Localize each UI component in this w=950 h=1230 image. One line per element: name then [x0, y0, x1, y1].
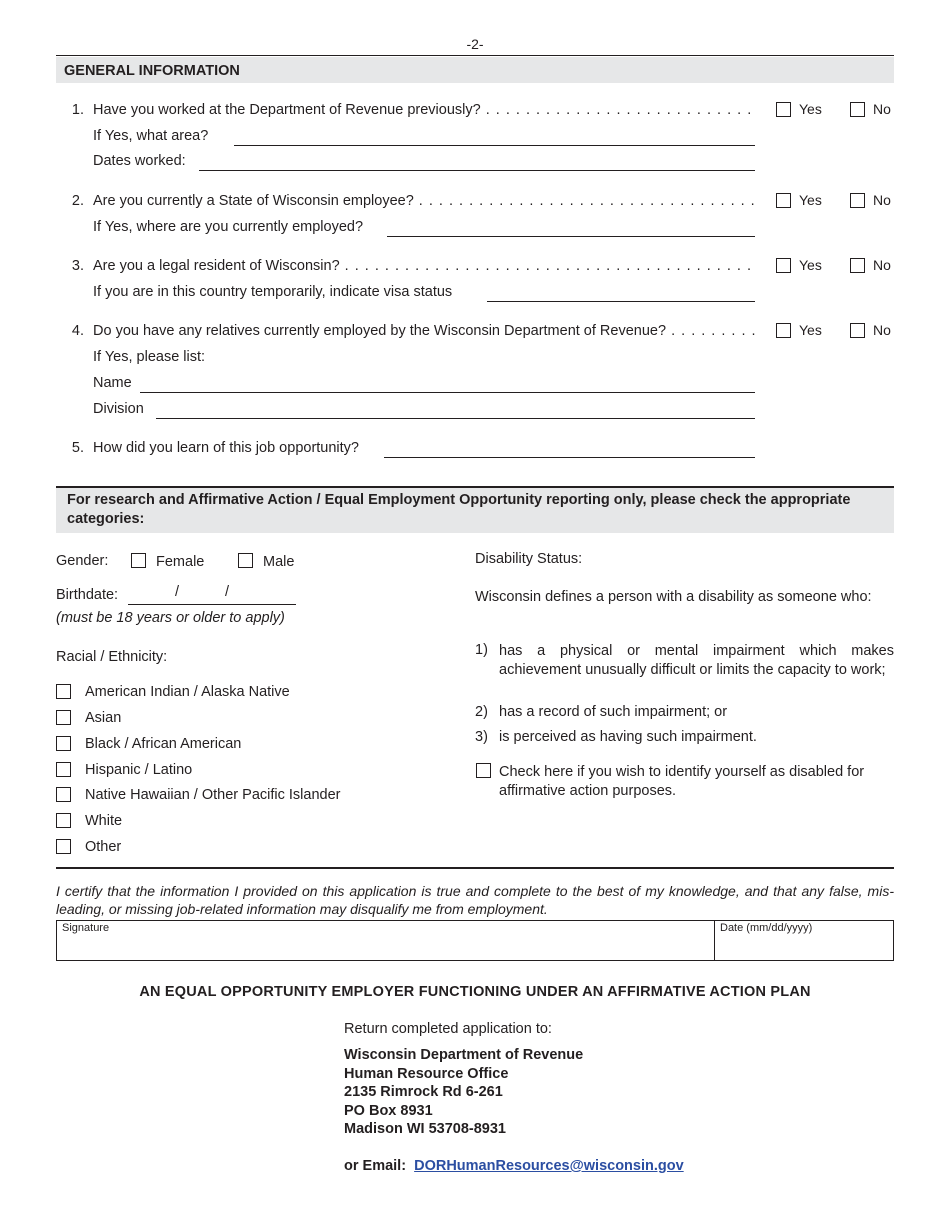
q2-yes-label: Yes — [799, 192, 822, 208]
q4-division-label: Division — [93, 401, 144, 417]
q4-number: 4. — [71, 323, 84, 339]
general-information-header — [56, 57, 894, 83]
top-rule — [56, 55, 894, 56]
mailing-address — [344, 1046, 583, 1139]
q3-number: 3. — [71, 258, 84, 274]
q3-no-checkbox[interactable] — [850, 258, 865, 273]
q3-no-label: No — [873, 257, 891, 273]
race-checkbox-hispanic[interactable] — [56, 762, 71, 777]
address-line: Wisconsin Department of Revenue — [344, 1047, 584, 1063]
race-checkbox-white[interactable] — [56, 813, 71, 828]
q3-visa-label: If you are in this country temporarily, indicate visa status — [93, 284, 453, 300]
disability-definition: Wisconsin defines a person with a disability as someone who: — [475, 589, 872, 605]
q1-area-field[interactable] — [234, 145, 755, 146]
return-to-label: Return completed application to: — [344, 1021, 552, 1037]
disabled-check-label: Check here if you wish to identify yourself as disabled for affirmative action purposes. — [499, 764, 865, 799]
female-checkbox[interactable] — [131, 553, 146, 568]
q4-question: Do you have any relatives currently employed by the Wisconsin Department of Revenue? . . . — [93, 323, 755, 339]
race-label: Racial / Ethnicity: — [56, 649, 168, 665]
criterion-text: has a record of such impairment; or — [499, 704, 728, 720]
birthdate-field[interactable] — [128, 604, 296, 605]
male-checkbox[interactable] — [238, 553, 253, 568]
q1-yes-checkbox[interactable] — [776, 102, 791, 117]
criterion-number: 1) — [475, 642, 488, 658]
birthdate-slash-2: / — [225, 584, 230, 600]
q4-name-label: Name — [93, 375, 132, 391]
criterion-text: has a physical or mental impairment which makes achievement unusually difficult or limits the capacity to work; — [499, 643, 894, 678]
race-checkbox-other[interactable] — [56, 839, 71, 854]
address-line: 2135 Rimrock Rd 6-261 — [344, 1084, 503, 1101]
q5-question: How did you learn of this job opportunity? — [93, 440, 359, 456]
race-option: Black / African American — [85, 736, 242, 752]
race-option: Hispanic / Latino — [85, 762, 193, 778]
race-option: Asian — [85, 710, 122, 726]
age-note: (must be 18 years or older to apply) — [56, 610, 285, 626]
q4-yes-checkbox[interactable] — [776, 323, 791, 338]
section-title: GENERAL INFORMATION — [64, 63, 240, 79]
race-checkbox-american-indian[interactable] — [56, 684, 71, 699]
address-line: Madison WI 53708-8931 — [344, 1121, 506, 1138]
q1-no-checkbox[interactable] — [850, 102, 865, 117]
race-option: American Indian / Alaska Native — [85, 684, 290, 700]
q1-number: 1. — [71, 102, 84, 118]
email-label: or Email: — [344, 1158, 407, 1174]
q2-question: Are you currently a State of Wisconsin employee? . . . — [93, 193, 755, 209]
q3-question: Are you a legal resident of Wisconsin? . . . — [93, 258, 755, 274]
q2-no-label: No — [873, 192, 891, 208]
birthdate-label: Birthdate: — [56, 587, 119, 603]
email-link[interactable]: DORHumanResources@wisconsin.gov — [414, 1158, 684, 1174]
disability-label: Disability Status: — [475, 551, 583, 567]
q2-employed-label: If Yes, where are you currently employed? — [93, 219, 364, 235]
q5-field[interactable] — [384, 457, 755, 458]
signature-label: Signature — [62, 922, 110, 934]
date-label: Date (mm/dd/yyyy) — [720, 922, 813, 934]
q2-number: 2. — [71, 193, 84, 209]
q3-yes-label: Yes — [799, 257, 822, 273]
q4-list-label: If Yes, please list: — [93, 349, 206, 365]
q3-visa-field[interactable] — [487, 301, 755, 302]
certification-text: I certify that the information I provided on this application is true and complete to the best of my knowledge, and that any false, mis-leading, or missing job-related information may disqualify me from employment. — [56, 883, 894, 917]
section-separator — [56, 867, 894, 869]
q1-yes-label: Yes — [799, 101, 822, 117]
q4-division-field[interactable] — [156, 418, 755, 419]
disabled-checkbox[interactable] — [476, 763, 491, 778]
male-label: Male — [263, 554, 295, 570]
q3-yes-checkbox[interactable] — [776, 258, 791, 273]
race-checkbox-pacific-islander[interactable] — [56, 787, 71, 802]
q1-question: Have you worked at the Department of Revenue previously? . . . — [93, 102, 755, 118]
criterion-number: 3) — [475, 729, 488, 745]
q4-no-label: No — [873, 322, 891, 338]
q4-name-field[interactable] — [140, 392, 755, 393]
address-line: PO Box 8931 — [344, 1102, 433, 1119]
address-line: Human Resource Office — [344, 1065, 509, 1082]
female-label: Female — [156, 554, 205, 570]
birthdate-slash-1: / — [175, 584, 180, 600]
q1-no-label: No — [873, 101, 891, 117]
race-option: Other — [85, 839, 122, 855]
criterion-number: 2) — [475, 704, 488, 720]
q5-number: 5. — [71, 440, 84, 456]
q2-employed-field[interactable] — [387, 236, 755, 237]
eeo-header — [56, 486, 894, 533]
q1-area-label: If Yes, what area? — [93, 128, 209, 144]
race-checkbox-black[interactable] — [56, 736, 71, 751]
race-option: Native Hawaiian / Other Pacific Islander — [85, 787, 341, 803]
race-option: White — [85, 813, 123, 829]
email-line — [344, 1158, 684, 1174]
q1-dates-label: Dates worked: — [93, 153, 186, 169]
date-field[interactable] — [715, 920, 894, 961]
eoe-statement: AN EQUAL OPPORTUNITY EMPLOYER FUNCTIONING UNDER AN AFFIRMATIVE ACTION PLAN — [139, 984, 811, 1000]
q2-no-checkbox[interactable] — [850, 193, 865, 208]
q4-no-checkbox[interactable] — [850, 323, 865, 338]
criterion-text: is perceived as having such impairment. — [499, 729, 757, 745]
q2-yes-checkbox[interactable] — [776, 193, 791, 208]
race-checkbox-asian[interactable] — [56, 710, 71, 725]
eeo-title: For research and Affirmative Action / Equal Employment Opportunity reporting only, please check the appropriate categories: — [67, 492, 851, 527]
page-number: -2- — [466, 36, 484, 52]
gender-label: Gender: — [56, 553, 109, 569]
q4-yes-label: Yes — [799, 322, 822, 338]
q1-dates-field[interactable] — [199, 170, 755, 171]
